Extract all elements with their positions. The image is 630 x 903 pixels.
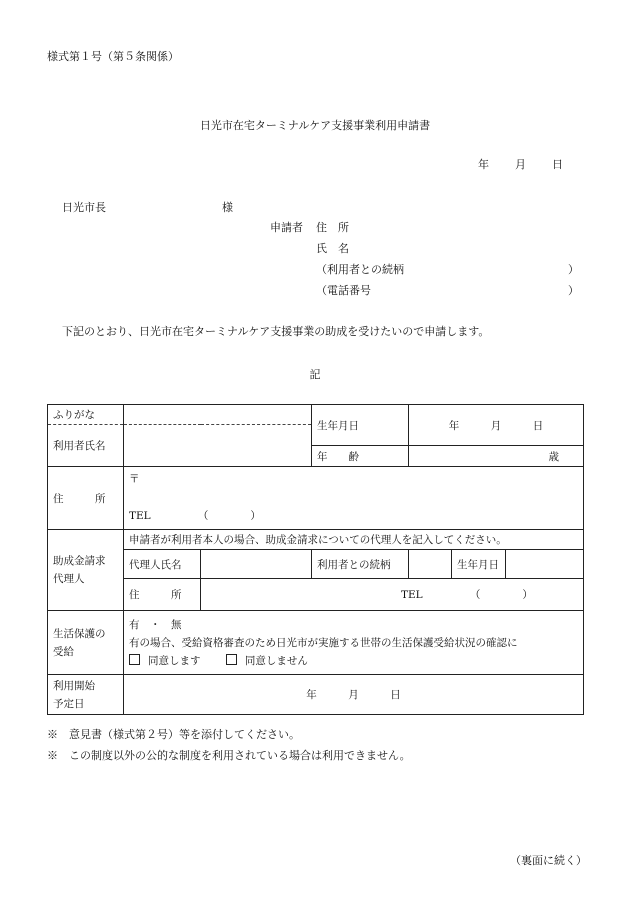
proxy-address-field[interactable]: TEL （ ）	[201, 579, 584, 611]
addressee: 日光市長	[62, 201, 106, 214]
start-date-field[interactable]: 年 月 日	[124, 675, 584, 715]
start-date-label: 利用開始 予定日	[48, 675, 124, 715]
proxy-birth-field[interactable]	[506, 550, 584, 579]
user-name-field[interactable]	[124, 425, 312, 467]
disagree-checkbox[interactable]	[226, 654, 237, 665]
application-table	[47, 404, 584, 715]
applicant-phone-label: （電話番号	[316, 284, 371, 297]
address-field[interactable]	[124, 467, 584, 530]
welfare-yesno[interactable]: 有 ・ 無	[129, 618, 182, 631]
proxy-relation-field[interactable]	[409, 550, 452, 579]
close-paren: ）	[568, 284, 579, 297]
note-restriction: ※ この制度以外の公的な制度を利用されている場合は利用できません。	[47, 749, 411, 762]
welfare-note: 有の場合、受給資格審査のため日光市が実施する世帯の生活保護受給状況の確認に	[129, 636, 518, 649]
agree-checkbox[interactable]	[129, 654, 140, 665]
disagree-label: 同意しません	[244, 654, 308, 667]
proxy-label: 助成金請求 代理人	[48, 530, 124, 611]
applicant-label: 申請者	[270, 221, 303, 234]
welfare-label: 生活保護の 受給	[48, 611, 124, 675]
form-number: 様式第１号（第５条関係）	[47, 50, 179, 63]
age-label: 年 齢	[312, 446, 409, 467]
date-year: 年	[478, 158, 489, 171]
intro-text: 下記のとおり、日光市在宅ターミナルケア支援事業の助成を受けたいので申請します。	[62, 325, 490, 338]
furigana-field[interactable]	[124, 405, 312, 425]
proxy-address-label: 住 所	[124, 579, 201, 611]
address-tel: TEL （ ）	[129, 510, 261, 522]
agree-label: 同意します	[148, 654, 201, 667]
birth-date-field[interactable]: 年 月 日	[409, 405, 584, 446]
applicant-address-label: 住 所	[316, 221, 349, 234]
welfare-field	[124, 611, 584, 675]
proxy-note: 申請者が利用者本人の場合、助成金請求についての代理人を記入してください。	[124, 530, 584, 550]
date-month: 月	[515, 158, 526, 171]
proxy-relation-label: 利用者との続柄	[312, 550, 409, 579]
applicant-name-label: 氏 名	[316, 242, 349, 255]
proxy-name-label: 代理人氏名	[124, 550, 201, 579]
applicant-relation-label: （利用者との続柄	[316, 263, 404, 276]
postal-mark: 〒	[129, 473, 140, 485]
proxy-birth-label: 生年月日	[452, 550, 506, 579]
close-paren: ）	[568, 263, 579, 276]
date-day: 日	[552, 158, 563, 171]
furigana-label: ふりがな	[48, 405, 124, 425]
address-label: 住 所	[48, 467, 124, 530]
age-field[interactable]: 歳	[409, 446, 584, 467]
user-name-label: 利用者氏名	[48, 425, 124, 467]
birth-date-label: 生年月日	[312, 405, 409, 446]
ki-heading: 記	[309, 368, 321, 381]
addressee-honorific: 様	[222, 201, 233, 214]
page-title: 日光市在宅ターミナルケア支援事業利用申請書	[199, 119, 431, 132]
proxy-name-field[interactable]	[201, 550, 312, 579]
continue-footer: （裏面に続く）	[510, 854, 587, 867]
note-attach: ※ 意見書（様式第２号）等を添付してください。	[47, 728, 300, 741]
